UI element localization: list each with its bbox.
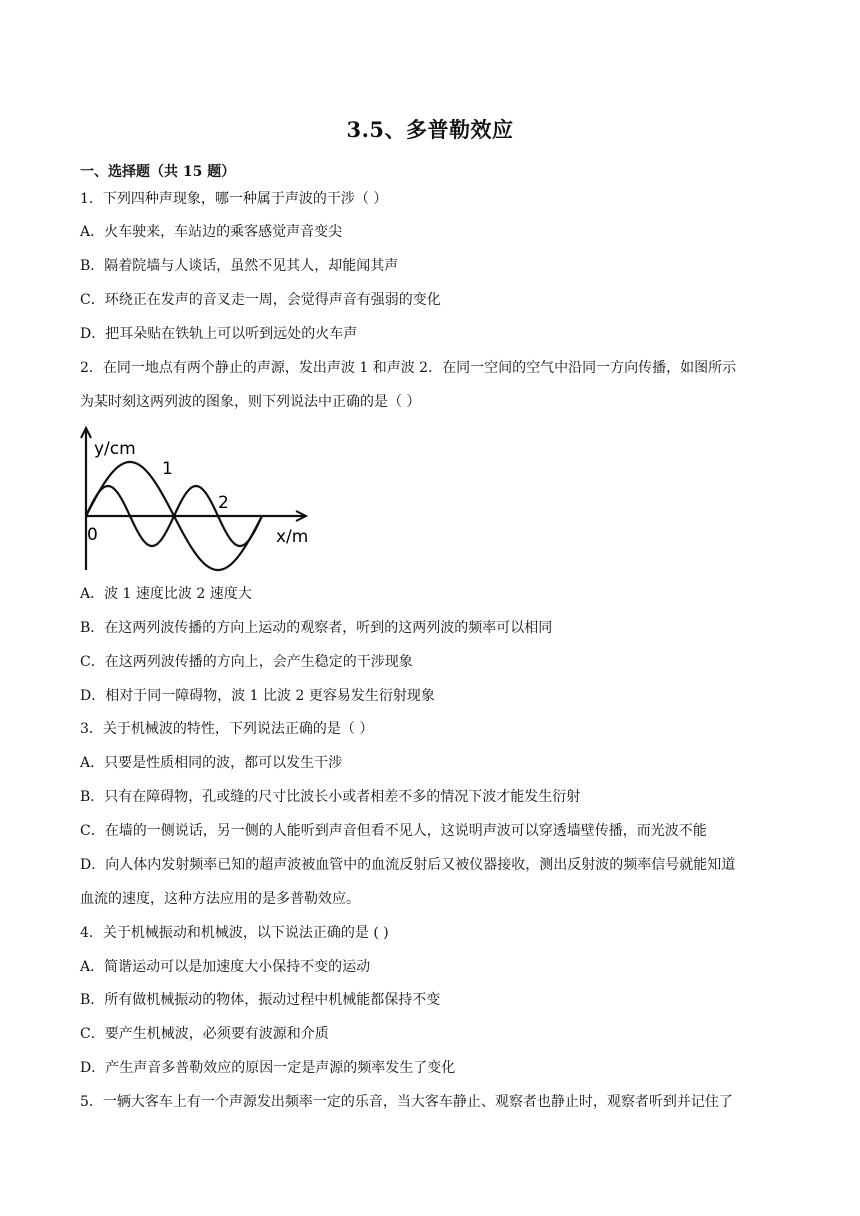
origin-label: 0 — [87, 525, 98, 545]
question-3-option-b: B．只有在障碍物，孔或缝的尺寸比波长小或者相差不多的情况下波才能发生衍射 — [80, 789, 581, 805]
page-title: 3.5、多普勒效应 — [346, 117, 514, 142]
question-4-option-d: D．产生声音多普勒效应的原因一定是声源的频率发生了变化 — [80, 1060, 456, 1076]
y-axis-label: y/cm — [94, 439, 136, 459]
question-3-option-a: A．只要是性质相同的波，都可以发生干涉 — [80, 755, 343, 771]
question-2-stem: 2．在同一地点有两个静止的声源，发出声波 1 和声波 2．在同一空间的空气中沿同一方向传播，如图所示 — [80, 360, 737, 376]
question-2-option-c: C．在这两列波传播的方向上，会产生稳定的干涉现象 — [80, 654, 413, 670]
question-1-option-c: C．环绕正在发声的音叉走一周，会觉得声音有强弱的变化 — [80, 292, 441, 308]
question-3-option-d-continued: 血流的速度，这种方法应用的是多普勒效应。 — [80, 891, 360, 907]
wave-figure — [80, 424, 312, 572]
question-4-option-a: A．简谐运动可以是加速度大小保持不变的运动 — [80, 959, 371, 975]
question-2-option-a: A．波 1 速度比波 2 速度大 — [80, 586, 252, 602]
question-3-option-c: C．在墙的一侧说话，另一侧的人能听到声音但看不见人，这说明声波可以穿透墙壁传播，而光波不能 — [80, 823, 707, 839]
question-1-option-a: A．火车驶来，车站边的乘客感觉声音变尖 — [80, 224, 343, 240]
wave-1-label: 1 — [162, 459, 173, 479]
question-1-stem: 1．下列四种声现象，哪一种属于声波的干涉（ ） — [80, 191, 388, 207]
wave-2-label: 2 — [218, 493, 229, 513]
question-3-stem: 3．关于机械波的特性，下列说法正确的是（ ） — [80, 721, 374, 737]
question-4-stem: 4．关于机械振动和机械波，以下说法正确的是 ( ) — [80, 925, 389, 941]
question-1-option-b: B．隔着院墙与人谈话，虽然不见其人，却能闻其声 — [80, 258, 399, 274]
question-1-option-d: D．把耳朵贴在铁轨上可以听到远处的火车声 — [80, 326, 358, 342]
question-2-option-d: D．相对于同一障碍物，波 1 比波 2 更容易发生衍射现象 — [80, 688, 435, 704]
question-2-stem-continued: 为某时刻这两列波的图象，则下列说法中正确的是（ ） — [80, 394, 421, 410]
question-5-stem: 5．一辆大客车上有一个声源发出频率一定的乐音，当大客车静止、观察者也静止时，观察者听到并记住了 — [80, 1094, 733, 1110]
x-axis-label: x/m — [276, 527, 309, 547]
section-heading: 一、选择题（共 15 题） — [80, 164, 236, 180]
question-4-option-c: C．要产生机械波，必须要有波源和介质 — [80, 1026, 329, 1042]
question-2-option-b: B．在这两列波传播的方向上运动的观察者，听到的这两列波的频率可以相同 — [80, 620, 553, 636]
question-3-option-d: D．向人体内发射频率已知的超声波被血管中的血流反射后又被仪器接收，测出反射波的频率信号就能知道 — [80, 857, 736, 873]
question-4-option-b: B．所有做机械振动的物体，振动过程中机械能都保持不变 — [80, 992, 441, 1008]
